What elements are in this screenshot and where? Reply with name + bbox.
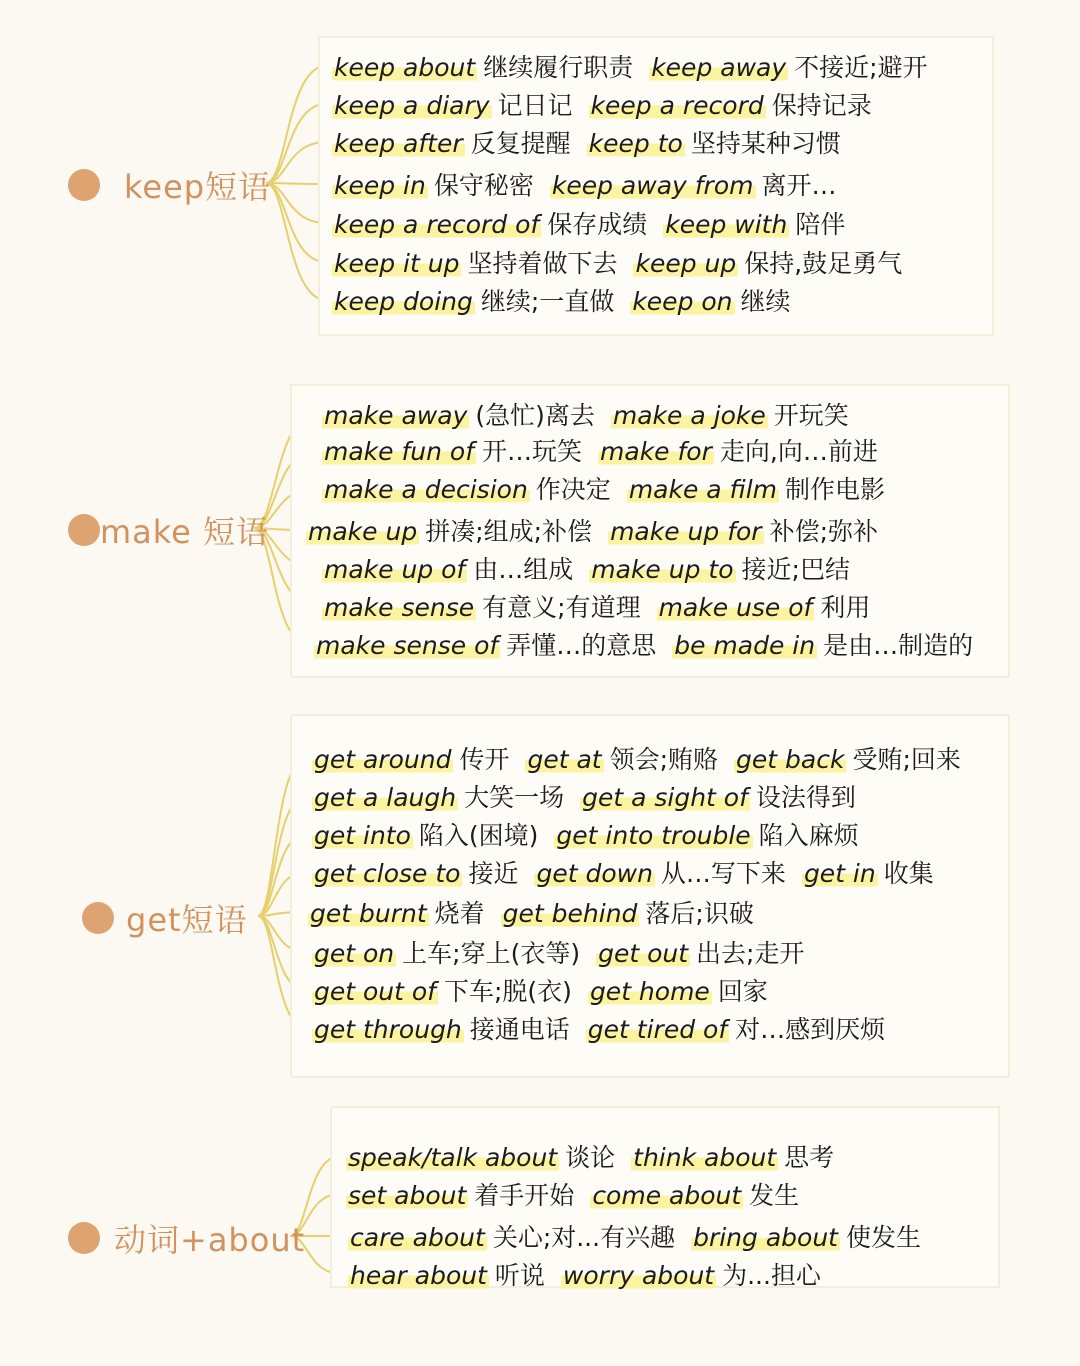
phrase-chinese: 开…玩笑 — [482, 437, 583, 466]
topic-get — [82, 898, 248, 938]
phrase-line — [322, 434, 894, 470]
phrase-chinese: 继续;一直做 — [480, 287, 615, 316]
phrase-english: get through — [314, 1015, 462, 1044]
phrase-chinese: 开玩笑 — [773, 401, 849, 430]
branch-line — [266, 183, 326, 223]
phrase-chinese: 保持,鼓足勇气 — [744, 249, 903, 278]
phrase-line — [312, 856, 950, 892]
phrase-chinese: 谈论 — [565, 1143, 616, 1172]
phrase-english: make a film — [628, 475, 778, 504]
phrase-line — [348, 1220, 937, 1256]
phrase — [312, 742, 509, 778]
phrase — [332, 246, 617, 282]
phrase — [322, 434, 582, 470]
phrase — [346, 1178, 574, 1214]
phrase-english: get a laugh — [314, 783, 457, 812]
phrase-chinese: 落后;识破 — [645, 899, 754, 928]
phrase-chinese: 领会;贿赂 — [609, 745, 719, 774]
phrase — [734, 742, 961, 778]
phrase — [691, 1220, 921, 1256]
phrase-english: come about — [592, 1181, 742, 1210]
phrase-line — [312, 974, 784, 1010]
topic-dot — [68, 169, 100, 201]
phrase — [608, 514, 878, 550]
branch-line — [266, 183, 326, 300]
phrase — [312, 974, 572, 1010]
topic-label: get短语 — [126, 901, 248, 939]
phrase-line — [312, 818, 875, 854]
phrase-chinese: 制作电影 — [785, 475, 886, 504]
topic-verb-about — [68, 1218, 305, 1258]
phrase-english: keep a diary — [334, 91, 490, 120]
phrase — [501, 896, 754, 932]
phrase-chinese: 回家 — [717, 977, 768, 1006]
phrase-english: get into trouble — [556, 821, 751, 850]
phrase — [308, 896, 485, 932]
phrase-chinese: 陷入(困境) — [418, 821, 539, 850]
phrase — [649, 50, 927, 86]
phrase-chinese: 是由…制造的 — [823, 631, 974, 660]
phrase-english: get back — [736, 745, 845, 774]
phrase-line — [322, 552, 866, 588]
phrase-chinese: 记日记 — [497, 91, 573, 120]
phrase — [306, 514, 592, 550]
phrase — [332, 168, 534, 204]
phrase-line — [312, 936, 820, 972]
phrase-chinese: 保守秘密 — [433, 171, 534, 200]
phrase-line — [322, 472, 901, 508]
phrase-line — [332, 88, 888, 124]
phrase — [322, 472, 611, 508]
phrase-chinese: 思考 — [784, 1143, 835, 1172]
phrase-chinese: 对…感到厌烦 — [735, 1015, 886, 1044]
phrase-english: think about — [633, 1143, 777, 1172]
phrase — [596, 936, 804, 972]
topic-dot — [82, 902, 114, 934]
phrase — [589, 552, 850, 588]
phrase-chinese: 不接近;避开 — [794, 53, 928, 82]
phrase-line — [322, 398, 865, 434]
phrase — [657, 590, 871, 626]
phrase — [589, 88, 872, 124]
phrase-chinese: 走向,向…前进 — [719, 437, 878, 466]
phrase-english: keep after — [334, 129, 463, 158]
phrase-english: get a sight of — [582, 783, 748, 812]
phrase-english: keep it up — [334, 249, 460, 278]
topic-dot — [68, 514, 100, 546]
phrase-english: get tired of — [587, 1015, 728, 1044]
phrase-chinese: 接近;巴结 — [741, 555, 850, 584]
phrase-english: keep in — [334, 171, 426, 200]
phrase-english: make use of — [658, 593, 813, 622]
phrase-english: keep a record — [590, 91, 764, 120]
phrase-english: hear about — [350, 1261, 487, 1290]
phrase-chinese: 出去;走开 — [696, 939, 805, 968]
phrase-line — [312, 742, 977, 778]
phrase — [312, 936, 580, 972]
phrase-english: keep up — [635, 249, 737, 278]
phrase-chinese: 发生 — [749, 1181, 800, 1210]
branch-line — [266, 183, 326, 262]
card-keep — [318, 36, 994, 336]
phrase-chinese: 设法得到 — [755, 783, 856, 812]
phrase-chinese: 陪伴 — [795, 210, 846, 239]
phrase-english: get burnt — [310, 899, 427, 928]
phrase — [550, 168, 837, 204]
phrase — [348, 1258, 545, 1294]
phrase-english: make up to — [591, 555, 734, 584]
phrase-chinese: 大笑一场 — [464, 783, 565, 812]
phrase-english: make up of — [324, 555, 466, 584]
phrase-chinese: 关心;对...有兴趣 — [492, 1223, 676, 1252]
phrase — [561, 1258, 821, 1294]
phrase-english: get behind — [502, 899, 638, 928]
phrase-chinese: 听说 — [494, 1261, 545, 1290]
phrase — [588, 974, 768, 1010]
phrase-english: care about — [350, 1223, 485, 1252]
phrase — [525, 742, 718, 778]
phrase-chinese: 收集 — [883, 859, 934, 888]
phrase-english: get on — [314, 939, 395, 968]
phrase-english: get at — [527, 745, 602, 774]
phrase-english: keep away — [651, 53, 787, 82]
phrase-english: make fun of — [324, 437, 475, 466]
topic-make — [68, 510, 269, 550]
phrase-chinese: 上车;穿上(衣等) — [402, 939, 581, 968]
phrase-chinese: 拼凑;组成;补偿 — [425, 517, 593, 546]
phrase — [590, 1178, 799, 1214]
phrase-chinese: 受贿;回来 — [852, 745, 961, 774]
phrase-english: get out of — [314, 977, 436, 1006]
phrase-english: be made in — [674, 631, 816, 660]
phrase-chinese: 继续履行职责 — [483, 53, 634, 82]
phrase-english: get out — [598, 939, 689, 968]
topic-label: 动词+about — [114, 1221, 306, 1259]
phrase-line — [332, 168, 853, 204]
phrase-chinese: 下车;脱(衣) — [444, 977, 572, 1006]
phrase-english: make up for — [610, 517, 762, 546]
phrase — [312, 1012, 570, 1048]
phrase-chinese: 坚持某种习惯 — [690, 129, 841, 158]
phrase — [663, 207, 845, 243]
phrase — [332, 126, 571, 162]
phrase-english: make for — [600, 437, 712, 466]
card-verb-about — [330, 1106, 1000, 1288]
phrase-english: keep doing — [334, 287, 473, 316]
phrase-english: get in — [803, 859, 876, 888]
phrase-chinese: 继续 — [740, 287, 791, 316]
topic-label: make 短语 — [100, 513, 270, 551]
phrase — [332, 207, 647, 243]
phrase-chinese: 有意义;有道理 — [482, 593, 641, 622]
phrase-chinese: 接通电话 — [469, 1015, 570, 1044]
phrase-chinese: 作决定 — [535, 475, 611, 504]
phrase-chinese: 保持记录 — [771, 91, 872, 120]
phrase — [332, 284, 614, 320]
phrase — [332, 50, 633, 86]
phrase-line — [332, 246, 918, 282]
phrase — [580, 780, 856, 816]
phrase — [802, 856, 934, 892]
phrase-english: get down — [536, 859, 653, 888]
phrase-line — [332, 126, 857, 162]
phrase-english: get close to — [314, 859, 461, 888]
phrase — [322, 590, 641, 626]
phrase — [630, 284, 790, 320]
phrase-english: keep about — [334, 53, 476, 82]
phrase-chinese: 由…组成 — [473, 555, 574, 584]
phrase — [534, 856, 785, 892]
phrase-chinese: 为...担心 — [722, 1261, 821, 1290]
phrase — [627, 472, 885, 508]
phrase-chinese: 利用 — [820, 593, 871, 622]
phrase — [554, 818, 858, 854]
phrase-chinese: 保存成绩 — [547, 210, 648, 239]
topic-label: keep短语 — [124, 168, 272, 206]
phrase-english: keep a record of — [334, 210, 540, 239]
phrase — [611, 398, 849, 434]
phrase-chinese: 陷入麻烦 — [758, 821, 859, 850]
phrase-line — [306, 514, 894, 550]
phrase-english: get home — [589, 977, 710, 1006]
phrase-english: make up — [308, 517, 418, 546]
phrase-chinese: 传开 — [459, 745, 510, 774]
phrase-english: keep with — [665, 210, 788, 239]
branch-line — [266, 183, 326, 184]
branch-line — [266, 66, 326, 183]
phrase-chinese: 烧着 — [434, 899, 485, 928]
phrase-english: make sense of — [316, 631, 499, 660]
phrase-chinese: (急忙)离去 — [475, 401, 595, 430]
phrase-chinese: 离开… — [761, 171, 837, 200]
phrase-line — [322, 590, 886, 626]
phrase — [598, 434, 878, 470]
phrase-english: make a joke — [612, 401, 766, 430]
phrase-english: keep to — [588, 129, 683, 158]
phrase — [346, 1140, 615, 1176]
phrase — [633, 246, 902, 282]
topic-keep — [68, 165, 271, 205]
phrase-chinese: 反复提醒 — [470, 129, 571, 158]
phrase-line — [346, 1178, 815, 1214]
phrase-chinese: 接近 — [468, 859, 519, 888]
phrase — [312, 856, 518, 892]
phrase — [312, 818, 538, 854]
phrase — [672, 628, 973, 664]
phrase-chinese: 弄懂…的意思 — [506, 631, 657, 660]
phrase-english: get around — [314, 745, 452, 774]
phrase-english: bring about — [693, 1223, 838, 1252]
phrase-line — [312, 1012, 901, 1048]
phrase-line — [308, 896, 770, 932]
phrase-line — [332, 50, 944, 86]
phrase-english: keep away from — [551, 171, 754, 200]
phrase-english: worry about — [562, 1261, 715, 1290]
phrase-line — [348, 1258, 837, 1294]
phrase-english: make sense — [324, 593, 475, 622]
branch-line — [266, 142, 326, 183]
phrase — [322, 552, 573, 588]
card-get — [290, 714, 1010, 1078]
phrase — [332, 88, 573, 124]
phrase-english: speak/talk about — [348, 1143, 558, 1172]
phrase-chinese: 着手开始 — [474, 1181, 575, 1210]
phrase — [631, 1140, 834, 1176]
phrase-line — [346, 1140, 850, 1176]
phrase-chinese: 从…写下来 — [660, 859, 786, 888]
phrase-line — [332, 207, 861, 243]
phrase-line — [314, 628, 989, 664]
phrase — [314, 628, 656, 664]
phrase-chinese: 使发生 — [845, 1223, 921, 1252]
phrase-line — [312, 780, 872, 816]
phrase — [312, 780, 564, 816]
phrase-english: set about — [348, 1181, 467, 1210]
phrase — [348, 1220, 675, 1256]
branch-line — [266, 104, 326, 183]
phrase — [587, 126, 841, 162]
phrase-english: keep on — [632, 287, 733, 316]
phrase-english: make away — [324, 401, 468, 430]
phrase-chinese: 坚持着做下去 — [467, 249, 618, 278]
card-make — [290, 384, 1010, 678]
phrase — [586, 1012, 885, 1048]
phrase — [322, 398, 595, 434]
phrase-line — [332, 284, 807, 320]
phrase-english: get into — [314, 821, 411, 850]
phrase-chinese: 补偿;弥补 — [769, 517, 879, 546]
phrase-english: make a decision — [324, 475, 528, 504]
topic-dot — [68, 1222, 100, 1254]
